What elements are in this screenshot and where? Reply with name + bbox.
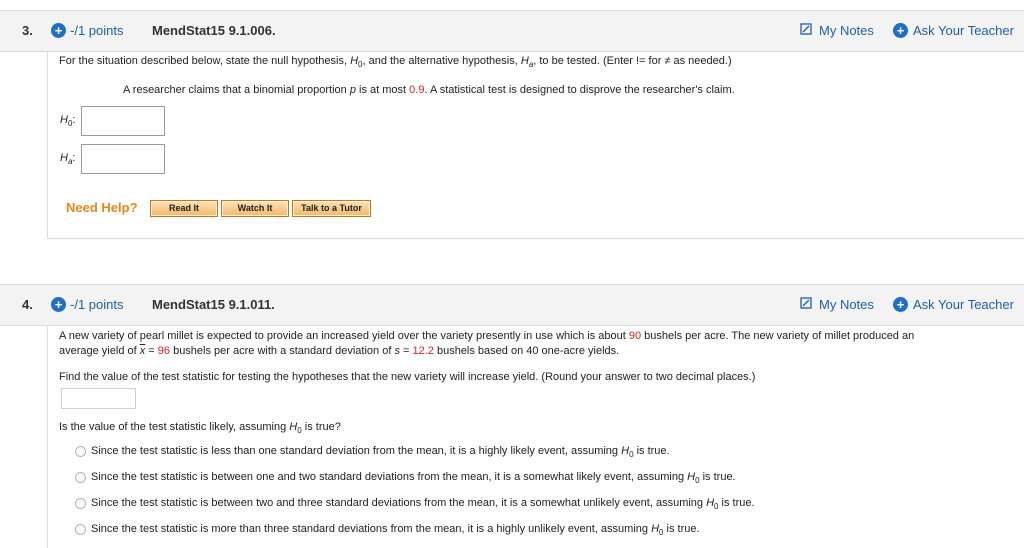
read-it-button[interactable]: Read It — [150, 200, 218, 217]
mean-yield-value: 96 — [157, 345, 171, 357]
option-3-radio[interactable] — [75, 498, 86, 509]
test-statistic-input[interactable] — [61, 388, 136, 409]
watch-it-button[interactable]: Watch It — [221, 200, 289, 217]
talk-to-tutor-button[interactable]: Talk to a Tutor — [292, 200, 371, 217]
question-3-header — [0, 10, 1024, 52]
points-label: -/1 points — [70, 23, 124, 38]
question-4-header — [0, 284, 1024, 326]
h0-label: $H_0$: — [60, 114, 76, 128]
option-1-label[interactable]: Since the test statistic is less than one standard deviation from the mean, it is a highly likely event, assuming $H_0$ is true. — [91, 445, 670, 459]
std-dev-value: 12.2 — [412, 345, 434, 357]
baseline-yield-value: 90 — [628, 330, 642, 342]
option-2-radio[interactable] — [75, 472, 86, 483]
claim-value: 0.9 — [409, 84, 425, 96]
notes-icon[interactable] — [800, 297, 812, 309]
instructions-text: For the situation described below, state the null hypothesis, $H_0$, and the alternative hypothesis, $H_a$, to be tested. (Enter != for ≠ as needed.) — [59, 55, 732, 69]
ha-label: $H_a$: — [60, 152, 76, 166]
my-notes-link[interactable]: My Notes — [819, 297, 874, 312]
question-id: MendStat15 9.1.006. — [152, 23, 276, 38]
ask-teacher-plus-icon[interactable]: + — [893, 297, 908, 312]
my-notes-link[interactable]: My Notes — [819, 23, 874, 38]
ask-teacher-plus-icon[interactable]: + — [893, 23, 908, 38]
expand-plus-icon[interactable]: + — [51, 23, 66, 38]
find-test-statistic-text: Find the value of the test statistic for testing the hypotheses that the new variety will increase yield. (Round your answer to two decimal places.) — [59, 371, 756, 383]
option-2-label[interactable]: Since the test statistic is between one and two standard deviations from the mean, it is a somewhat likely event, assuming $H_0$ is true. — [91, 471, 736, 485]
question-number: 4. — [22, 297, 33, 312]
h0-answer-input[interactable] — [81, 106, 165, 136]
need-help-label: Need Help? — [66, 200, 138, 215]
option-3-label[interactable]: Since the test statistic is between two and three standard deviations from the mean, it is a somewhat unlikely event, assuming $H_0$ is true. — [91, 497, 755, 511]
option-1-radio[interactable] — [75, 446, 86, 457]
likely-question-text: Is the value of the test statistic likely, assuming $H_0$ is true? — [59, 421, 341, 435]
points-label: -/1 points — [70, 297, 124, 312]
problem-text-line-2: average yield of $\overline{x} = 96$ bushels per acre with a standard deviation of s = 12.2 bushels based on 40 one-acre yields. — [59, 345, 620, 357]
ask-teacher-link[interactable]: Ask Your Teacher — [913, 23, 1014, 38]
problem-text-line-1: A new variety of pearl millet is expected to provide an increased yield over the variety presently in use which is about 90 bushels per acre. The new variety of millet produced an — [59, 330, 915, 342]
ha-answer-input[interactable] — [81, 144, 165, 174]
notes-icon[interactable] — [800, 23, 812, 35]
claim-text: A researcher claims that a binomial proportion p is at most 0.9. A statistical test is designed to disprove the researcher's claim. — [123, 84, 735, 96]
question-3-bottom-border — [47, 238, 1024, 239]
question-id: MendStat15 9.1.011. — [152, 297, 275, 312]
question-number: 3. — [22, 23, 33, 38]
question-4-left-border — [47, 325, 48, 548]
question-3-left-border — [47, 51, 48, 239]
ask-teacher-link[interactable]: Ask Your Teacher — [913, 297, 1014, 312]
option-4-label[interactable]: Since the test statistic is more than three standard deviations from the mean, it is a highly unlikely event, assuming $H_0$ is true. — [91, 523, 700, 537]
option-4-radio[interactable] — [75, 524, 86, 535]
expand-plus-icon[interactable]: + — [51, 297, 66, 312]
